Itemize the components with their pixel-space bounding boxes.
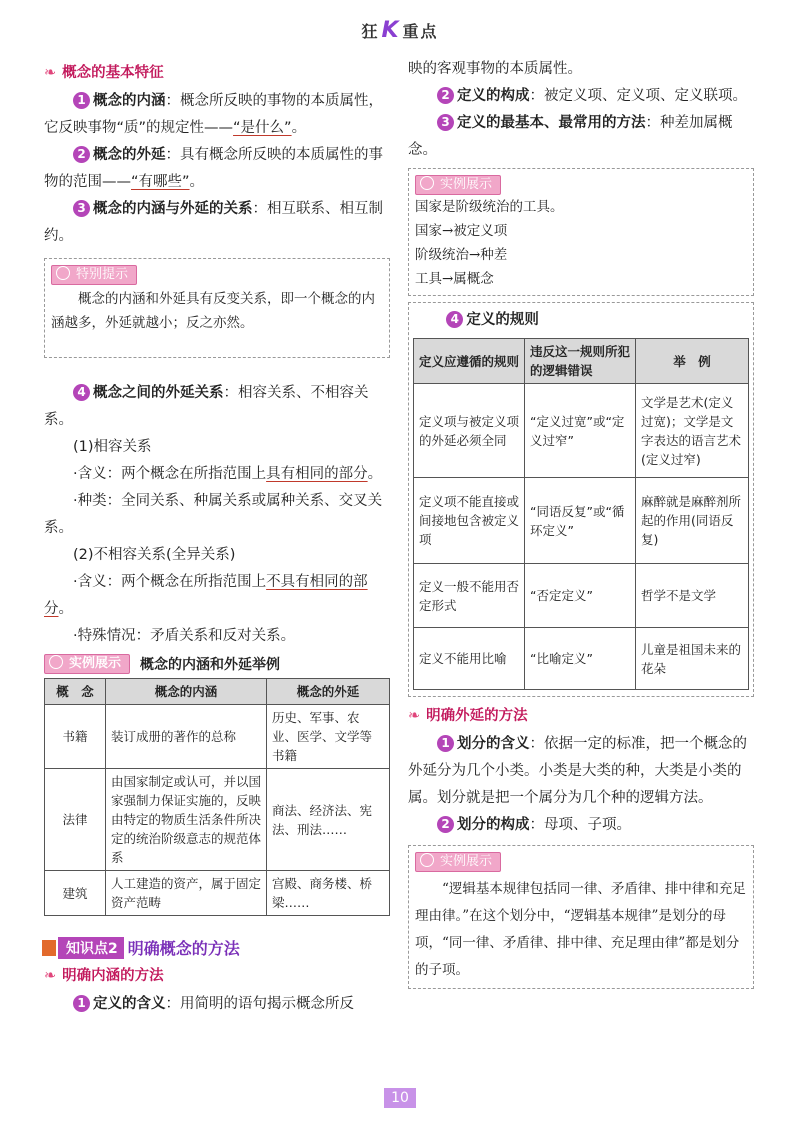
example-title: 概念的内涵和外延举例 (140, 657, 281, 673)
paragraph: 4 定义的规则 (413, 307, 749, 334)
example-line: 工具→属概念 (415, 271, 494, 287)
number-badge: 4 (446, 311, 463, 328)
table-header: 概 念 (45, 679, 106, 705)
bullet-item: ·含义：两个概念在所指范围上具有相同的部分。 (73, 466, 383, 482)
table-row: 定义项与被定义项的外延必须全同 “定义过宽”或“定义过窄” 文学是艺术(定义过宽)；文学是文字表达的语言艺术(定义过窄) (414, 384, 749, 478)
table-row: 建筑 人工建造的资产，属于固定资产范畴 宫殿、商务楼、桥梁…… (45, 871, 390, 916)
number-badge: 1 (73, 92, 90, 109)
concept-table (44, 678, 390, 916)
number-badge: 3 (437, 114, 454, 131)
example-line: 阶级统治→种差 (415, 247, 508, 263)
page-number: 10 (384, 1088, 416, 1108)
table-header: 举 例 (636, 339, 749, 384)
smile-icon (56, 266, 70, 280)
section-heading: ❧ 概念的基本特征 (44, 65, 164, 81)
table-header: 概念的外延 (267, 679, 390, 705)
subheading: (1)相容关系 (73, 439, 152, 455)
table-header: 定义应遵循的规则 (414, 339, 525, 384)
number-badge: 1 (73, 995, 90, 1012)
example-tag: 实例展示 (415, 852, 501, 872)
number-badge: 3 (73, 200, 90, 217)
table-row: 定义不能用比喻 “比喻定义” 儿童是祖国未来的花朵 (414, 628, 749, 690)
tip-text: 概念的内涵和外延具有反变关系，即一个概念的内涵越多，外延就越小；反之亦然。 (51, 291, 375, 331)
definition-rules-table (413, 338, 749, 690)
example-header (44, 654, 390, 674)
example-text: “逻辑基本规律包括同一律、矛盾律、排中律和充足理由律。”在这个划分中，“逻辑基本规律”是划分的母项，“同一律、矛盾律、排中律、充足理由律”都是划分的子项。 (415, 881, 746, 978)
header-left: 狂 (361, 22, 380, 41)
paragraph: 3 定义的最基本、最常用的方法：种差加属概念。 (408, 115, 733, 158)
leaf-icon: ❧ (44, 65, 57, 81)
example-tag: 实例展示 (415, 175, 501, 195)
paragraph: 3 概念的内涵与外延的关系：相互联系、相互制约。 (44, 201, 383, 244)
section-heading: ❧ 明确外延的方法 (408, 708, 528, 724)
number-badge: 4 (73, 384, 90, 401)
paragraph: 1 定义的含义：用简明的语句揭示概念所反 (44, 991, 390, 1018)
number-badge: 2 (73, 146, 90, 163)
number-badge: 1 (437, 735, 454, 752)
page-header (0, 18, 800, 43)
paragraph: 4 概念之间的外延关系：相容关系、不相容关系。 (44, 385, 369, 428)
paragraph: 1 划分的含义：依据一定的标准，把一个概念的外延分为几个小类。小类是大类的种，大类是小类的属。划分就是把一个属分为几个种的逻辑方法。 (408, 736, 747, 806)
smile-icon (49, 655, 63, 669)
table-row: 定义一般不能用否定形式 “否定定义” 哲学不是文学 (414, 564, 749, 628)
example-box (408, 168, 754, 296)
paragraph: 2 定义的构成：被定义项、定义项、定义联项。 (408, 83, 754, 110)
smile-icon (420, 176, 434, 190)
rules-box (408, 302, 754, 697)
subheading: (2)不相容关系(全异关系) (73, 547, 236, 563)
example-line: 国家→被定义项 (415, 223, 508, 239)
example-box (408, 845, 754, 989)
paragraph: 映的客观事物的本质属性。 (408, 61, 582, 77)
header-right: 重点 (402, 22, 439, 41)
tip-tag: 特别提示 (51, 265, 137, 285)
table-header: 概念的内涵 (106, 679, 267, 705)
number-badge: 2 (437, 87, 454, 104)
paragraph: 2 概念的外延：具有概念所反映的本质属性的事物的范围——“有哪些”。 (44, 147, 383, 190)
bullet-item: ·特殊情况：矛盾关系和反对关系。 (73, 628, 296, 644)
leaf-icon: ❧ (44, 968, 57, 984)
section-heading: ❧ 明确内涵的方法 (44, 968, 164, 984)
smile-icon (420, 853, 434, 867)
paragraph: 2 划分的构成：母项、子项。 (408, 812, 754, 839)
brand-k-logo: K (381, 18, 401, 43)
table-row: 书籍 装订成册的著作的总称 历史、军事、农业、医学、文学等书籍 (45, 705, 390, 769)
leaf-icon: ❧ (408, 708, 421, 724)
example-tag: 实例展示 (44, 654, 130, 674)
table-row: 定义项不能直接或间接地包含被定义项 “同语反复”或“循环定义” 麻醉就是麻醉剂所起的作用(同语反复) (414, 478, 749, 564)
table-header: 违反这一规则所犯的逻辑错误 (525, 339, 636, 384)
left-column (44, 56, 390, 1018)
bullet-item: ·含义：两个概念在所指范围上不具有相同的部分。 (44, 574, 368, 617)
example-line: 国家是阶级统治的工具。 (415, 199, 564, 215)
right-column (408, 56, 754, 995)
number-badge: 2 (437, 816, 454, 833)
table-row: 法律 由国家制定或认可，并以国家强制力保证实施的，反映由特定的物质生活条件所决定的统治阶级意志的规范体系 商法、经济法、宪法、刑法…… (45, 769, 390, 871)
tip-box (44, 258, 390, 358)
book-icon (42, 940, 56, 956)
knowledge-point-heading: 知识点2 明确概念的方法 (42, 936, 390, 959)
paragraph: 1 概念的内涵：概念所反映的事物的本质属性，它反映事物“质”的规定性——“是什么”。 (44, 93, 383, 136)
bullet-item: ·种类：全同关系、种属关系或属种关系、交叉关系。 (44, 493, 383, 536)
